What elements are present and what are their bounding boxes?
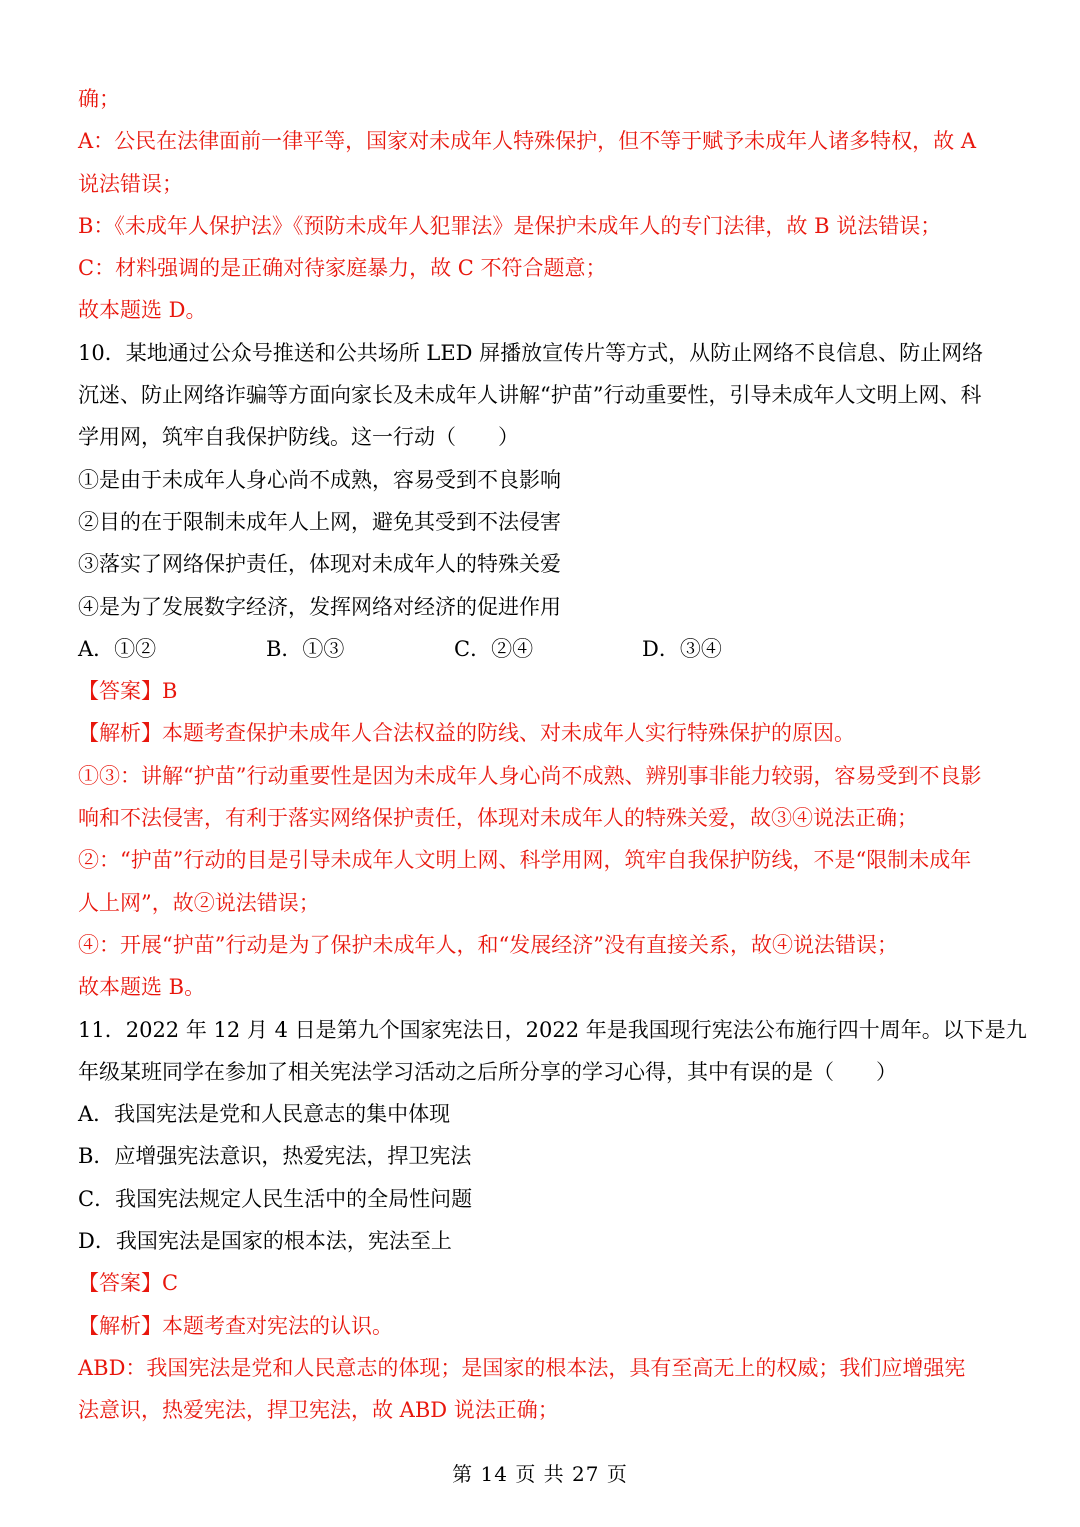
option-d: D．我国宪法是国家的根本法，宪法至上 [78, 1229, 452, 1254]
analysis-conclusion: 故本题选 D。 [78, 298, 207, 323]
question-10-item: ④是为了发展数字经济，发挥网络对经济的促进作用 [78, 594, 561, 619]
analysis-line: ②：“护苗”行动的目是引导未成年人文明上网、科学用网，筑牢自我保护防线，不是“限制未成年 [78, 848, 972, 873]
analysis-conclusion: 故本题选 B。 [78, 975, 206, 1000]
question-10-item: ②目的在于限制未成年人上网，避免其受到不法侵害 [78, 509, 561, 534]
option-a: A．①② [78, 636, 157, 661]
analysis-line: 响和不法侵害，有利于落实网络保护责任，体现对未成年人的特殊关爱，故③④说法正确； [78, 806, 918, 831]
analysis-line: 法意识，热爱宪法，捍卫宪法，故 ABD 说法正确； [78, 1398, 559, 1423]
analysis-line: 人上网”，故②说法错误； [78, 890, 320, 915]
option-b: B．应增强宪法意识，热爱宪法，捍卫宪法 [78, 1144, 472, 1169]
question-10-stem: 沉迷、防止网络诈骗等方面向家长及未成年人讲解“护苗”行动重要性，引导未成年人文明上网、科 [78, 383, 982, 408]
analysis-line: 说法错误； [78, 171, 183, 196]
option-c: C．②④ [454, 636, 534, 661]
option-b: B．①③ [266, 636, 345, 661]
analysis-header: 【解析】本题考查对宪法的认识。 [78, 1313, 393, 1338]
analysis-line: 确； [78, 87, 120, 111]
analysis-line: ABD：我国宪法是党和人民意志的体现；是国家的根本法，具有至高无上的权威；我们应增强宪 [78, 1355, 966, 1380]
option-a: A．我国宪法是党和人民意志的集中体现 [78, 1102, 451, 1127]
analysis-line: A：公民在法律面前一律平等，国家对未成年人特殊保护，但不等于赋予未成年人诸多特权，故 A [78, 129, 977, 154]
document-page [78, 78, 1027, 1432]
answer-line: 【答案】B [78, 679, 178, 704]
question-11-stem: 11．2022 年 12 月 4 日是第九个国家宪法日，2022 年是我国现行宪法公布施行四十周年。以下是九 [78, 1017, 1027, 1042]
option-c: C．我国宪法规定人民生活中的全局性问题 [78, 1186, 473, 1211]
answer-line: 【答案】C [78, 1271, 179, 1296]
analysis-line: ④：开展“护苗”行动是为了保护未成年人，和“发展经济”没有直接关系，故④说法错误； [78, 932, 898, 957]
analysis-line: ①③：讲解“护苗”行动重要性是因为未成年人身心尚不成熟、辨别事非能力较弱，容易受到不良影 [78, 763, 982, 788]
question-11-stem: 年级某班同学在参加了相关宪法学习活动之后所分享的学习心得，其中有误的是（ ） [78, 1059, 897, 1084]
question-10-stem: 10．某地通过公众号推送和公共场所 LED 屏播放宣传片等方式，从防止网络不良信息、防止网络 [78, 340, 984, 365]
analysis-line: C：材料强调的是正确对待家庭暴力，故 C 不符合题意； [78, 256, 607, 281]
question-10-item: ③落实了网络保护责任，体现对未成年人的特殊关爱 [78, 552, 561, 577]
analysis-line: B：《未成年人保护法》《预防未成年人犯罪法》是保护未成年人的专门法律，故 B 说法错误； [78, 213, 942, 238]
option-d: D．③④ [642, 636, 722, 661]
question-10-options [78, 628, 1008, 670]
question-10-stem: 学用网，筑牢自我保护防线。这一行动（ ） [78, 425, 519, 450]
analysis-header: 【解析】本题考查保护未成年人合法权益的防线、对未成年人实行特殊保护的原因。 [78, 721, 855, 746]
question-10-item: ①是由于未成年人身心尚不成熟，容易受到不良影响 [78, 467, 561, 492]
page-number-footer: 第 14 页 共 27 页 [452, 1462, 628, 1486]
